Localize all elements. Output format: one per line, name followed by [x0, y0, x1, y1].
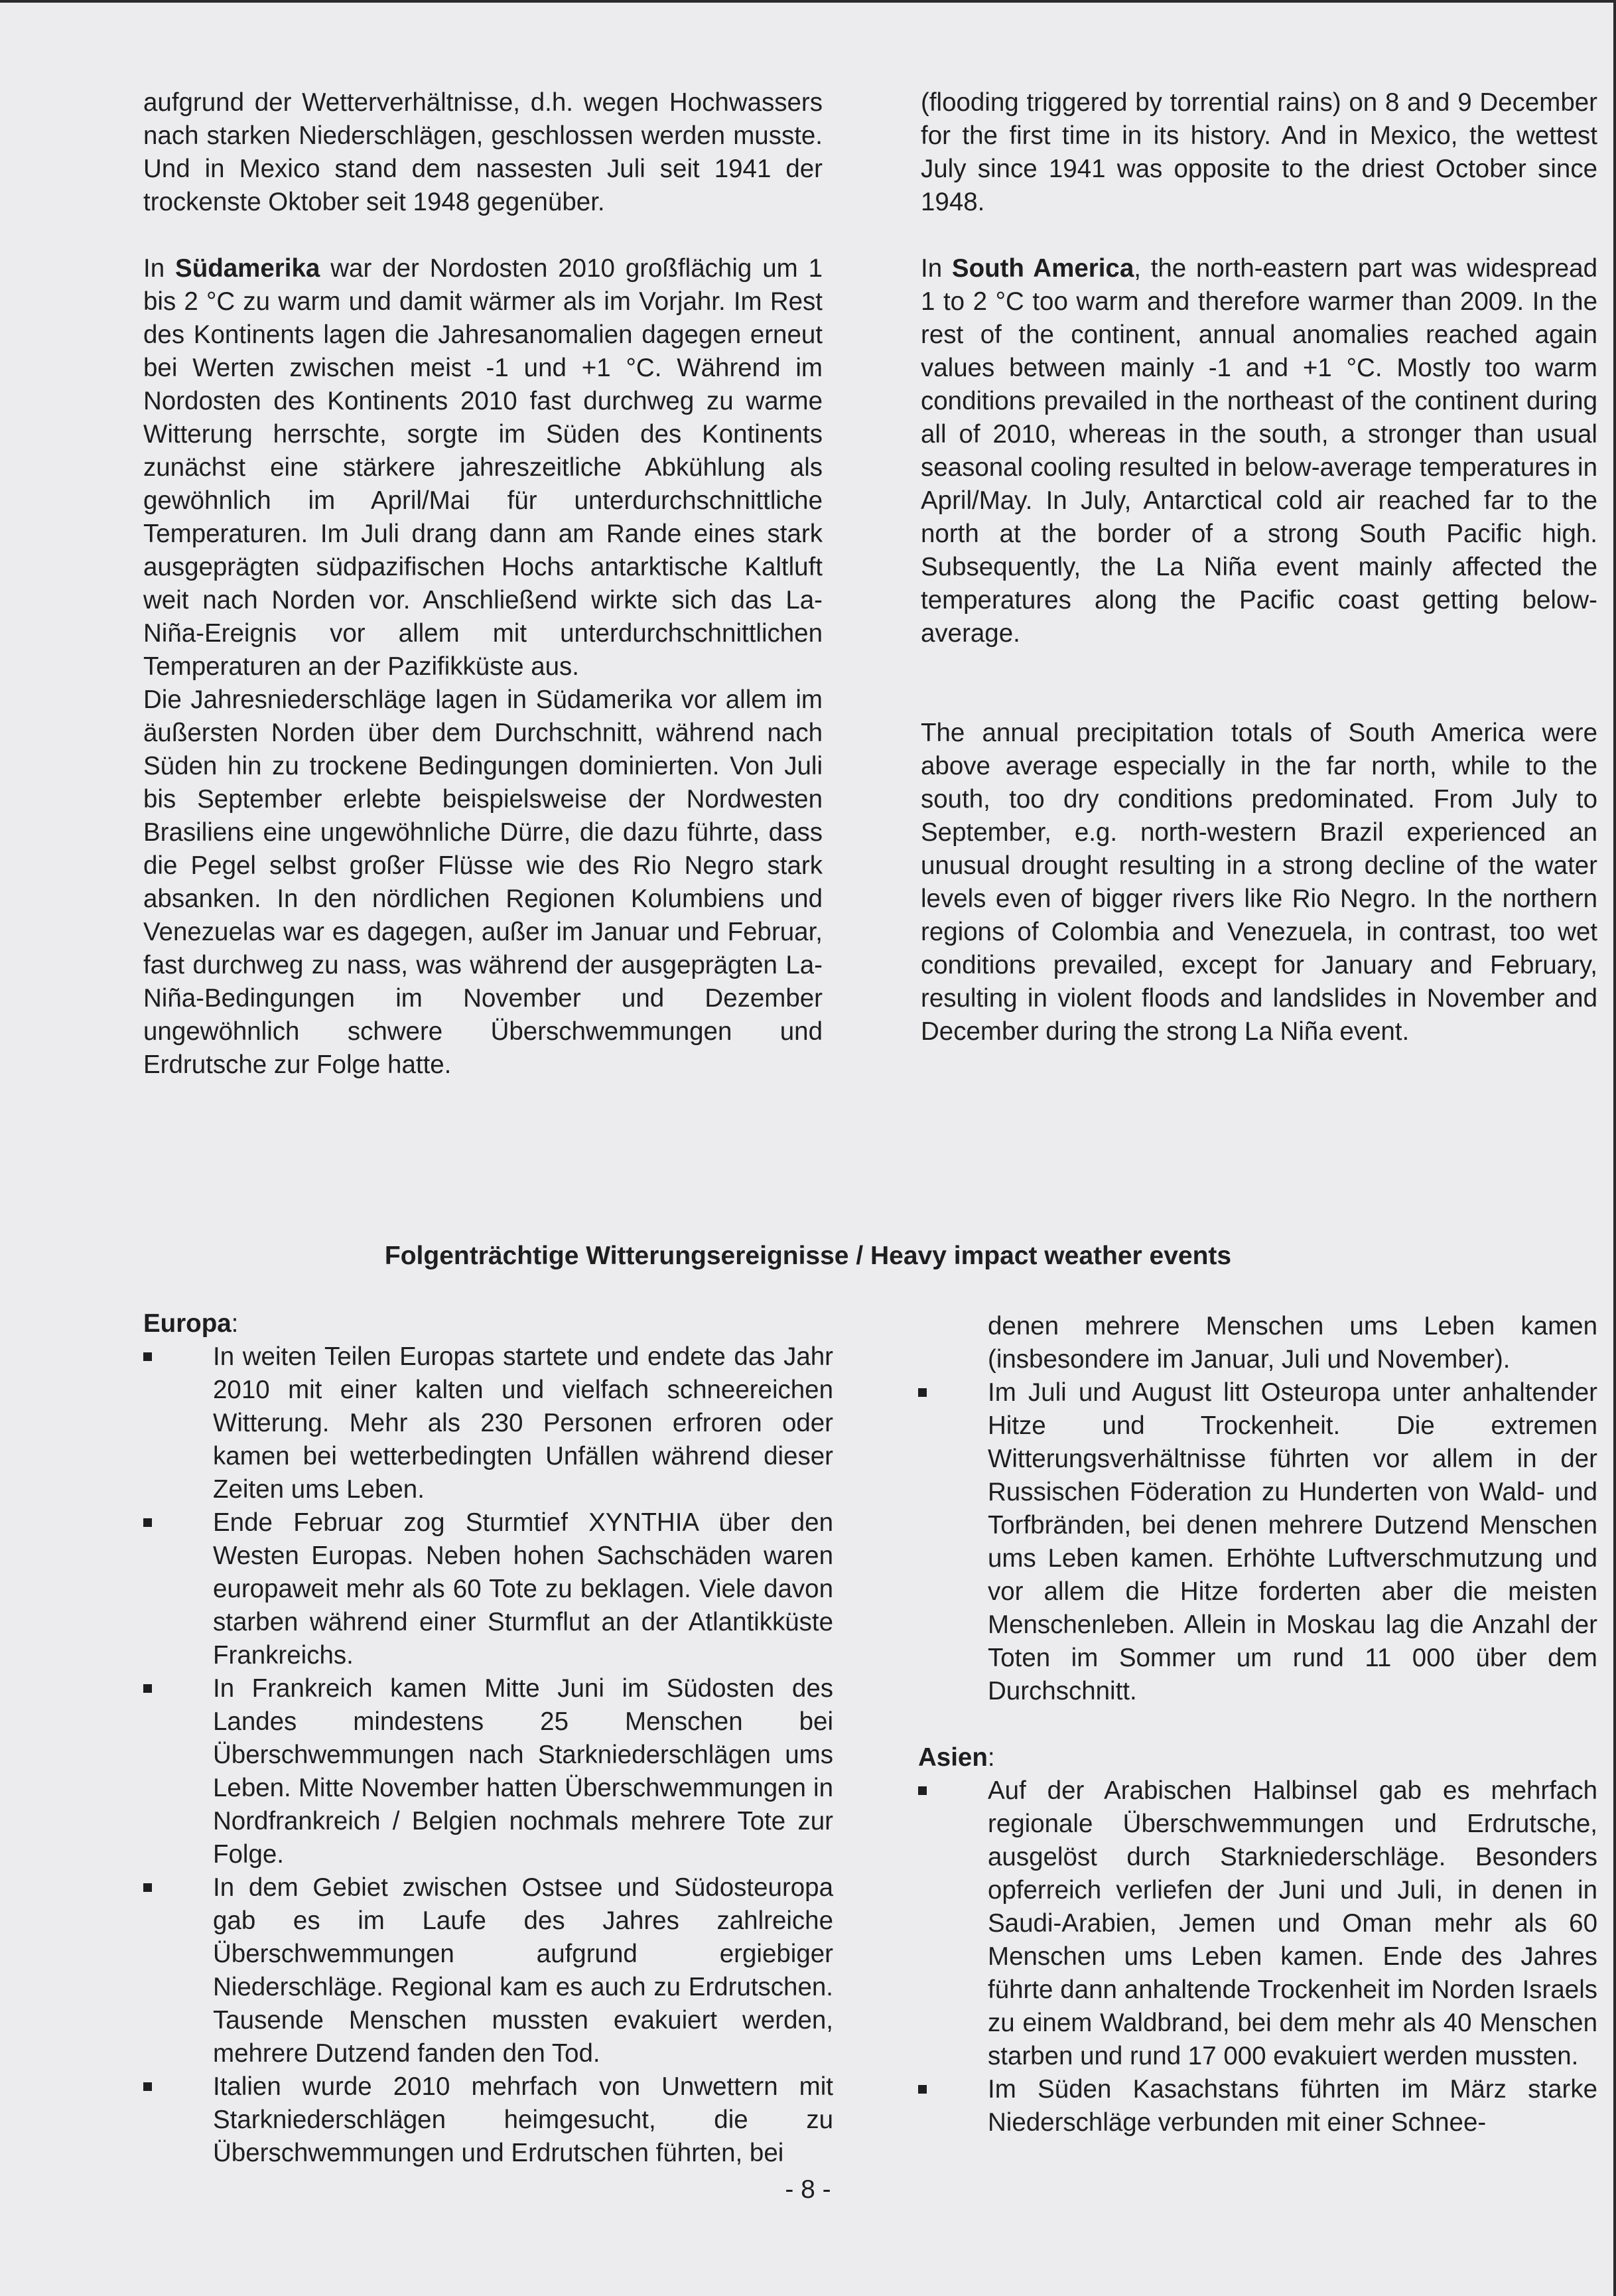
paragraph-mexico-de: aufgrund der Wetterverhältnisse, d.h. wegen Hochwassers nach starken Niederschlägen, geschlossen werden musste. Und in Mexico stand dem nassesten Juli seit 1941 der trockenste Oktober seit 1948 gegenüber.: [143, 88, 823, 216]
bullet-square-icon: [918, 2085, 927, 2094]
section-heading: Folgenträchtige Witterungsereignisse / Heavy impact weather events: [384, 1242, 1232, 1270]
bottom-right-column: [918, 1310, 1597, 2139]
list-item: Im Süden Kasachstans führten im März starke Niederschläge verbunden mit einer Schnee-: [918, 2073, 1597, 2139]
bullet-square-icon: [143, 1352, 152, 1361]
list-item: Italien wurde 2010 mehrfach von Unwettern mit Starkniederschlägen heimgesucht, die zu Überschwemmungen und Erdrutschen führten, bei: [143, 2070, 833, 2170]
list-item: In dem Gebiet zwischen Ostsee und Südosteuropa gab es im Laufe des Jahres zahlreiche Überschwemmungen aufgrund ergiebiger Niederschläge. Regional kam es auch zu Erdrutschen. Tausende Menschen mussten evakuiert werden, mehrere Dutzend fanden den Tod.: [143, 1871, 833, 2070]
europa-list: [143, 1340, 833, 2170]
list-item: Ende Februar zog Sturmtief XYNTHIA über den Westen Europas. Neben hohen Sachschäden waren europaweit mehr als 60 Tote zu beklagen. Viele davon starben während einer Sturmflut an der Atlantikküste Frankreichs.: [143, 1506, 833, 1672]
bullet-square-icon: [143, 1518, 152, 1527]
bullet-square-icon: [143, 2082, 152, 2091]
bullet-square-icon: [918, 1786, 927, 1795]
suedamerika-bold: Südamerika: [175, 254, 320, 283]
list-item: Im Juli und August litt Osteuropa unter anhaltender Hitze und Trockenheit. Die extremen Witterungsverhältnisse führten vor allem in der Russischen Föderation zu Hunderten von Wald- und Torfbränden, bei denen mehrere Dutzend Menschen ums Leben kamen. Erhöhte Luftverschmutzung und vor allem die Hitze forderten aber die meisten Menschenleben. Allein in Moskau lag die Anzahl der Toten im Sommer um rund 11 000 über dem Durchschnitt.: [918, 1376, 1597, 1708]
bullet-square-icon: [918, 1388, 927, 1397]
paragraph-suedamerika-de: In Südamerika war der Nordosten 2010 großflächig um 1 bis 2 °C zu warm und damit wärmer als im Vorjahr. Im Rest des Kontinents lagen die Jahresanomalien dagegen erneut bei Werten zwischen meist -1 und +1 °C. Während im Nordosten des Kontinents 2010 fast durchweg zu warme Witterung herrschte, sorgte im Süden des Kontinents zunächst eine stärkere jahreszeitliche Abkühlung als gewöhnlich im April/Mai für unterdurchschnittliche Temperaturen. Im Juli drang dann am Rande eines stark ausgeprägten südpazifischen Hochs antarktische Kaltluft weit nach Norden vor. Anschließend wirkte sich das La-Niña-Ereignis vor allem mit unterdurchschnittlichen Temperaturen an der Pazifikküste aus.: [143, 254, 823, 681]
scan-border-right: [1613, 0, 1616, 2296]
europa-heading: Europa:: [143, 1309, 239, 1338]
bottom-left-column: [143, 1307, 833, 2170]
italy-continuation: denen mehrere Menschen ums Leben kamen (insbesondere im Januar, Juli und November).: [988, 1312, 1597, 1374]
paragraph-precipitation-en: The annual precipitation totals of South America were above average especially in the far north, while to the south, too dry conditions predominated. From July to September, e.g. north-western Brazil experienced an unusual drought resulting in a strong decline of the water levels even of bigger rivers like Rio Negro. In the northern regions of Colombia and Venezuela, in contrast, too wet conditions prevailed, except for January and February, resulting in violent floods and landslides in November and December during the strong La Niña event.: [921, 719, 1597, 1046]
list-item: Auf der Arabischen Halbinsel gab es mehrfach regionale Überschwemmungen und Erdrutsche, ausgelöst durch Starkniederschläge. Besonders opferreich verliefen der Juni und Juli, in denen in Saudi-Arabien, Jemen und Oman mehr als 60 Menschen ums Leben kamen. Ende des Jahres führte dann anhaltende Trockenheit im Norden Israels zu einem Waldbrand, bei dem mehr als 40 Menschen starben und rund 17 000 evakuiert werden mussten.: [918, 1774, 1597, 2073]
bullet-square-icon: [143, 1684, 152, 1693]
page-number: - 8 -: [785, 2175, 831, 2204]
paragraph-mexico-en: (flooding triggered by torrential rains) on 8 and 9 December for the first time in its history. And in Mexico, the wettest July since 1941 was opposite to the driest October since 1948.: [921, 88, 1597, 216]
asien-list: [918, 1774, 1597, 2139]
europa-list-continued: [918, 1376, 1597, 1708]
south-america-bold: South America: [951, 254, 1134, 283]
top-left-column: [143, 86, 823, 1082]
asien-heading: Asien:: [918, 1743, 995, 1772]
paragraph-south-america-en: In South America, the north-eastern part was widespread 1 to 2 °C too warm and therefore warmer than 2009. In the rest of the continent, annual anomalies reached again values between mainly -1 and +1 °C. Mostly too warm conditions prevailed in the northeast of the continent during all of 2010, whereas in the south, a stronger than usual seasonal cooling resulted in below-average temperatures in April/May. In July, Antarctical cold air reached far to the north at the border of a strong South Pacific high. Subsequently, the La Niña event mainly affected the temperatures along the Pacific coast getting below-average.: [921, 254, 1597, 648]
scan-border-top: [0, 0, 1616, 3]
paragraph-niederschlag-de: Die Jahresniederschläge lagen in Südamerika vor allem im äußersten Norden über dem Durchschnitt, während nach Süden hin zu trockene Bedingungen dominierten. Von Juli bis September erlebte beispielsweise der Nordwesten Brasiliens eine ungewöhnliche Dürre, die dazu führte, dass die Pegel selbst großer Flüsse wie des Rio Negro stark absanken. In den nördlichen Regionen Kolumbiens und Venezuelas war es dagegen, außer im Januar und Februar, fast durchweg zu nass, was während der ausgeprägten La-Niña-Bedingungen im November und Dezember ungewöhnlich schwere Überschwemmungen und Erdrutsche zur Folge hatte.: [143, 685, 823, 1079]
list-item: In Frankreich kamen Mitte Juni im Südosten des Landes mindestens 25 Menschen bei Überschwemmungen nach Starkniederschlägen ums Leben. Mitte November hatten Überschwemmungen in Nordfrankreich / Belgien nochmals mehrere Tote zur Folge.: [143, 1672, 833, 1871]
top-right-column: [921, 86, 1597, 1048]
bullet-square-icon: [143, 1883, 152, 1892]
list-item: In weiten Teilen Europas startete und endete das Jahr 2010 mit einer kalten und vielfach schneereichen Witterung. Mehr als 230 Personen erfroren oder kamen bei wetterbedingten Unfällen während dieser Zeiten ums Leben.: [143, 1340, 833, 1506]
